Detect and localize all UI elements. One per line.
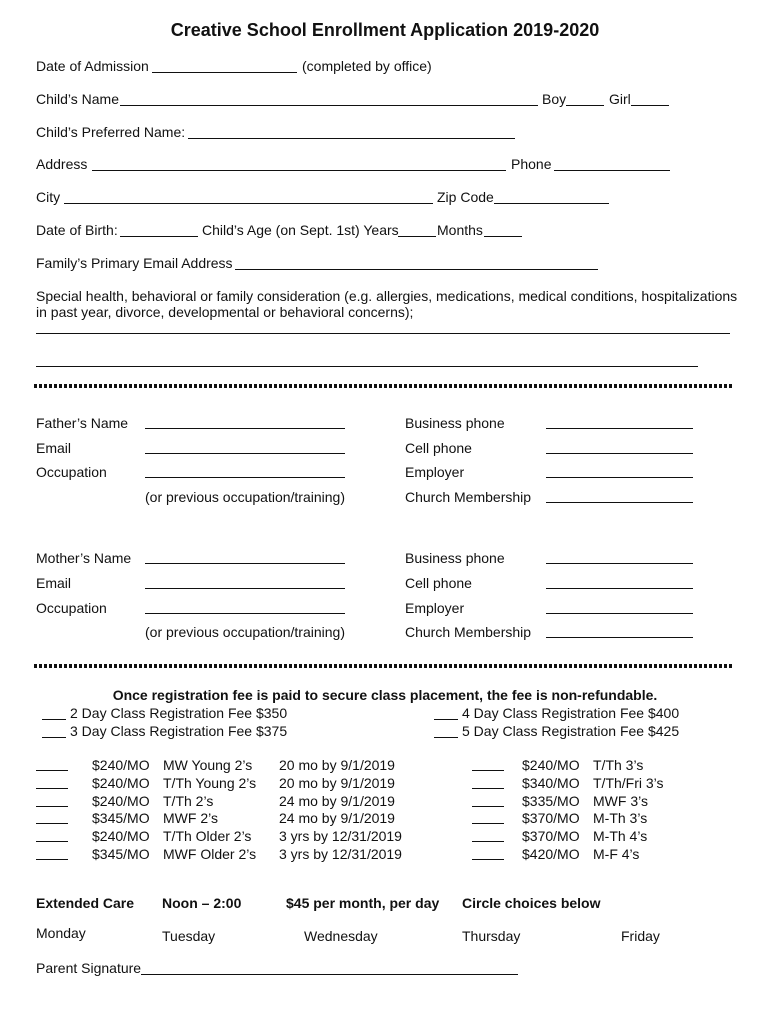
boy-field[interactable] <box>566 105 604 106</box>
class-name: T/Th 3’s <box>593 757 644 773</box>
class-checkbox[interactable] <box>36 788 68 789</box>
phone-field[interactable] <box>554 170 670 171</box>
mother-employer-field[interactable] <box>546 613 693 614</box>
class-name: T/Th Older 2’s <box>163 828 252 845</box>
class-age-requirement: 20 mo by 9/1/2019 <box>279 757 395 773</box>
class-price: $335/MO <box>522 792 580 809</box>
class-checkbox[interactable] <box>36 823 68 824</box>
class-price: $240/MO <box>92 828 150 845</box>
fee-item-5day: 5 Day Class Registration Fee $425 <box>462 723 680 739</box>
father-name-field[interactable] <box>145 428 345 429</box>
class-age-requirement: 24 mo by 9/1/2019 <box>279 810 395 827</box>
signature-field[interactable] <box>141 974 518 975</box>
family-email-field[interactable] <box>235 269 598 270</box>
date-admission-field[interactable] <box>152 72 297 73</box>
class-price: $240/MO <box>522 757 580 773</box>
mother-church-label: Church Membership <box>405 624 532 640</box>
father-cell-phone-field[interactable] <box>546 453 693 454</box>
fee-checkbox-4day[interactable] <box>434 719 458 720</box>
class-price: $420/MO <box>522 846 580 862</box>
family-email-label: Family’s Primary Email Address <box>36 255 233 271</box>
day-option-tuesday[interactable]: Tuesday <box>162 928 216 944</box>
class-price: $370/MO <box>522 810 580 827</box>
class-checkbox[interactable] <box>472 806 504 807</box>
mother-cell-phone-field[interactable] <box>546 588 693 589</box>
signature-label: Parent Signature <box>36 960 142 976</box>
child-name-field[interactable] <box>120 105 538 106</box>
class-age-requirement: 3 yrs by 12/31/2019 <box>279 828 402 845</box>
dob-field[interactable] <box>120 236 198 237</box>
father-church-label: Church Membership <box>405 489 532 505</box>
dob-label: Date of Birth: <box>36 222 118 238</box>
address-field[interactable] <box>92 170 506 171</box>
father-name-label: Father’s Name <box>36 415 129 431</box>
father-church-field[interactable] <box>546 502 693 503</box>
fee-notice: Once registration fee is paid to secure class placement, the fee is non-refundable. <box>112 687 658 703</box>
father-business-phone-field[interactable] <box>546 428 693 429</box>
preferred-name-label: Child’s Preferred Name: <box>36 124 186 140</box>
class-name: MWF 3’s <box>593 792 648 809</box>
mother-email-field[interactable] <box>145 588 345 589</box>
class-checkbox[interactable] <box>36 770 68 771</box>
girl-field[interactable] <box>631 105 669 106</box>
age-months-field[interactable] <box>484 236 522 237</box>
form-title: Creative School Enrollment Application 2019-2020 <box>170 20 600 40</box>
class-checkbox[interactable] <box>472 841 504 842</box>
class-name: MW Young 2’s <box>163 757 253 773</box>
mother-name-field[interactable] <box>145 563 345 564</box>
special-label-line1: Special health, behavioral or family consideration (e.g. allergies, medications, medical conditions, hospitalizations <box>36 288 738 304</box>
section-divider <box>34 664 734 668</box>
fee-item-2day: 2 Day Class Registration Fee $350 <box>70 705 288 721</box>
class-age-requirement: 3 yrs by 12/31/2019 <box>279 846 402 862</box>
child-name-label: Child’s Name <box>36 91 119 107</box>
father-business-phone-label: Business phone <box>405 415 505 431</box>
phone-label: Phone <box>511 156 552 172</box>
special-field-1[interactable] <box>36 333 730 334</box>
mother-business-phone-field[interactable] <box>546 563 693 564</box>
mother-church-field[interactable] <box>546 637 693 638</box>
extended-care-label: Extended Care <box>36 895 135 911</box>
mother-name-label: Mother’s Name <box>36 550 132 566</box>
day-option-friday[interactable]: Friday <box>621 928 660 944</box>
class-name: T/Th/Fri 3’s <box>593 774 664 791</box>
class-checkbox[interactable] <box>36 841 68 842</box>
mother-email-label: Email <box>36 575 72 591</box>
class-price: $240/MO <box>92 792 150 809</box>
mother-occupation-label: Occupation <box>36 600 107 616</box>
father-occupation-label: Occupation <box>36 464 107 480</box>
zip-field[interactable] <box>494 203 609 204</box>
fee-item-4day: 4 Day Class Registration Fee $400 <box>462 705 680 721</box>
class-checkbox[interactable] <box>472 823 504 824</box>
class-price: $345/MO <box>92 846 150 862</box>
age-years-field[interactable] <box>398 236 436 237</box>
class-age-requirement: 24 mo by 9/1/2019 <box>279 792 395 809</box>
class-checkbox[interactable] <box>36 859 68 860</box>
class-checkbox[interactable] <box>472 859 504 860</box>
father-employer-field[interactable] <box>546 477 693 478</box>
boy-label: Boy <box>542 91 567 107</box>
city-label: City <box>36 189 61 205</box>
extended-care-time: Noon – 2:00 <box>162 895 242 911</box>
office-note: (completed by office) <box>302 58 432 74</box>
class-name: T/Th Young 2’s <box>163 774 257 791</box>
class-name: MWF 2’s <box>163 810 218 827</box>
class-name: T/Th 2’s <box>163 792 214 809</box>
class-name: MWF Older 2’s <box>163 846 257 862</box>
fee-checkbox-3day[interactable] <box>42 737 66 738</box>
fee-item-3day: 3 Day Class Registration Fee $375 <box>70 723 288 739</box>
mother-occupation-field[interactable] <box>145 613 345 614</box>
father-prev-occupation-note: (or previous occupation/training) <box>145 489 345 505</box>
class-checkbox[interactable] <box>472 770 504 771</box>
address-label: Address <box>36 156 88 172</box>
class-price: $345/MO <box>92 810 150 827</box>
mother-cell-phone-label: Cell phone <box>405 575 472 591</box>
fee-checkbox-5day[interactable] <box>434 737 458 738</box>
date-admission-label: Date of Admission <box>36 58 149 74</box>
class-age-requirement: 20 mo by 9/1/2019 <box>279 774 395 791</box>
father-email-field[interactable] <box>145 453 345 454</box>
girl-label: Girl <box>609 91 631 107</box>
extended-care-instruction: Circle choices below <box>462 895 601 911</box>
special-label-line2: in past year, divorce, developmental or behavioral concerns); <box>36 304 414 320</box>
class-checkbox[interactable] <box>36 806 68 807</box>
class-name: M-Th 3’s <box>593 810 648 827</box>
class-name: M-Th 4’s <box>593 828 648 845</box>
extended-care-price: $45 per month, per day <box>286 895 440 911</box>
day-option-thursday[interactable]: Thursday <box>462 928 521 944</box>
father-email-label: Email <box>36 440 72 456</box>
section-divider <box>34 384 734 388</box>
age-label: Child’s Age (on Sept. 1st) Years <box>202 222 399 238</box>
fee-checkbox-2day[interactable] <box>42 719 66 720</box>
mother-prev-occupation-note: (or previous occupation/training) <box>145 624 345 640</box>
zip-label: Zip Code <box>437 189 494 205</box>
day-option-wednesday[interactable]: Wednesday <box>304 928 378 944</box>
mother-business-phone-label: Business phone <box>405 550 505 566</box>
father-employer-label: Employer <box>405 464 465 480</box>
father-cell-phone-label: Cell phone <box>405 440 472 456</box>
day-option-monday[interactable]: Monday <box>36 925 86 941</box>
mother-employer-label: Employer <box>405 600 465 616</box>
special-field-2[interactable] <box>36 366 698 367</box>
preferred-name-field[interactable] <box>188 138 515 139</box>
father-occupation-field[interactable] <box>145 477 345 478</box>
class-price: $240/MO <box>92 774 150 791</box>
class-checkbox[interactable] <box>472 788 504 789</box>
class-name: M-F 4’s <box>593 846 640 862</box>
city-field[interactable] <box>64 203 433 204</box>
class-price: $340/MO <box>522 774 580 791</box>
class-price: $240/MO <box>92 757 150 773</box>
months-label: Months <box>437 222 483 238</box>
class-price: $370/MO <box>522 828 580 845</box>
